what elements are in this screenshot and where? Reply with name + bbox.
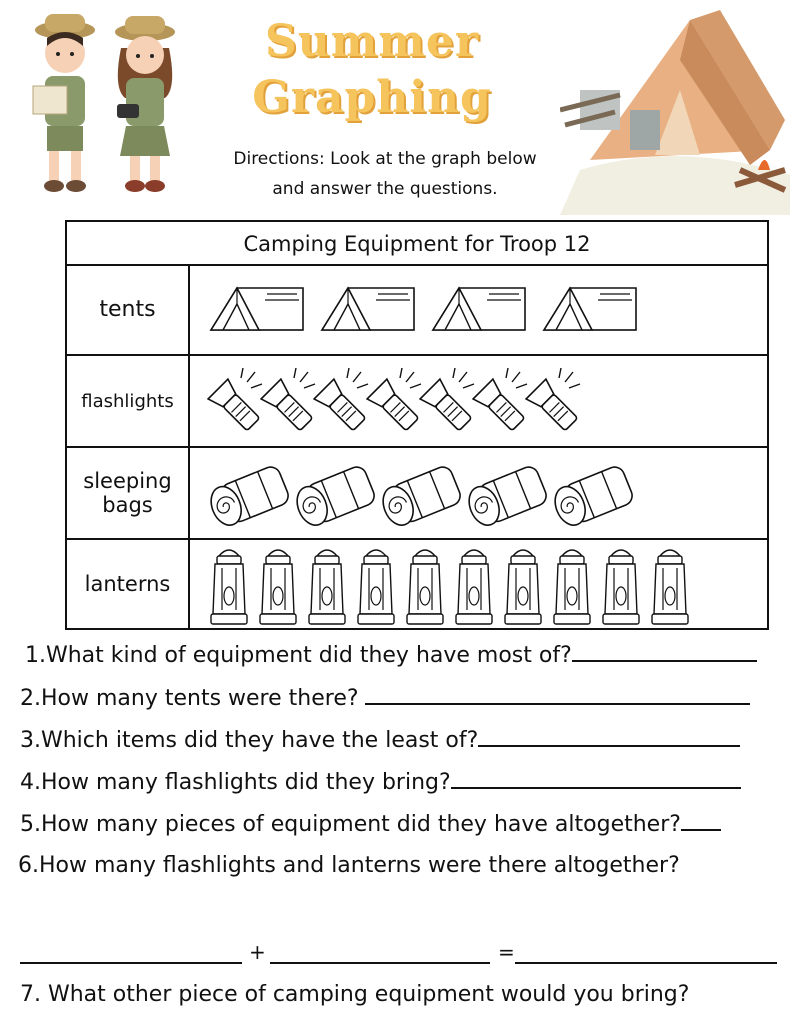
- campsite-tent-illustration: [560, 0, 794, 215]
- lantern-icon-mark: [305, 544, 349, 628]
- question-7: [20, 982, 689, 1007]
- equals-sign: =: [498, 940, 515, 964]
- question-4-text: 4.How many flashlights did they bring?: [20, 770, 451, 795]
- lantern-icon-mark: [550, 544, 594, 628]
- addend-1-blank[interactable]: [20, 962, 242, 964]
- lantern-icon-mark: [354, 544, 398, 628]
- question-1-text: 1.What kind of equipment did they have most of?: [25, 643, 572, 668]
- sleeping-bag-icon-mark: [207, 458, 295, 532]
- scout-kids-illustration: [25, 8, 190, 198]
- flashlight-icon-mark: [366, 368, 422, 438]
- lantern-icon-mark: [599, 544, 643, 628]
- tent-icon-mark: [540, 282, 640, 338]
- lantern-icon-mark: [403, 544, 447, 628]
- tent-icon-mark: [429, 282, 529, 338]
- sleeping-label-line-1: sleeping: [83, 469, 172, 493]
- question-7-text: 7. What other piece of camping equipment would you bring?: [20, 982, 690, 1007]
- question-1: [25, 642, 757, 668]
- question-3: [20, 727, 740, 753]
- question-3-text: 3.Which items did they have the least of?: [20, 728, 479, 753]
- lantern-icon-mark: [452, 544, 496, 628]
- lanterns-label: lanterns: [84, 572, 171, 596]
- row-label-flashlights: [67, 356, 190, 446]
- sum-blank[interactable]: [515, 962, 777, 964]
- sleeping-bag-icon-mark: [551, 458, 639, 532]
- chart-row-tents: [67, 264, 767, 356]
- tent-icon-mark: [207, 282, 307, 338]
- chart-row-sleeping-bags: [67, 448, 767, 540]
- question-6: [18, 853, 680, 878]
- chart-row-flashlights: [67, 356, 767, 448]
- flashlight-icon-mark: [419, 368, 475, 438]
- page-title-line-2: Graphing: [252, 72, 492, 123]
- flashlight-icon-mark: [260, 368, 316, 438]
- lantern-icon-mark: [256, 544, 300, 628]
- lantern-icon-mark: [648, 544, 692, 628]
- question-2-text: 2.How many tents were there?: [20, 686, 359, 711]
- answer-3-blank[interactable]: [478, 727, 740, 747]
- flashlights-label: flashlights: [81, 390, 174, 412]
- tents-label: tents: [99, 296, 156, 322]
- directions-line-1: Directions: Look at the graph below: [233, 149, 537, 169]
- addend-2-blank[interactable]: [270, 962, 490, 964]
- answer-4-blank[interactable]: [451, 769, 741, 789]
- flashlight-icon-mark: [207, 368, 263, 438]
- lantern-icon-mark: [207, 544, 251, 628]
- question-5: [20, 811, 721, 837]
- question-2: [20, 685, 750, 711]
- sleeping-bag-icon-mark: [465, 458, 553, 532]
- boy-scout-illustration: [33, 14, 95, 192]
- sleeping-bag-icon-mark: [293, 458, 381, 532]
- directions-text: [195, 144, 575, 204]
- sleeping-bag-icon-mark: [379, 458, 467, 532]
- row-label-lanterns: [67, 540, 190, 628]
- page-title-line-1: Summer: [264, 16, 480, 67]
- question-4: [20, 769, 741, 795]
- answer-5-blank[interactable]: [681, 811, 721, 831]
- pictograph-chart: [65, 220, 769, 630]
- plus-sign: +: [249, 940, 266, 964]
- flashlight-icon-mark: [525, 368, 581, 438]
- sleeping-label-line-2: bags: [102, 493, 153, 517]
- chart-title: Camping Equipment for Troop 12: [67, 222, 767, 266]
- lantern-icon-mark: [501, 544, 545, 628]
- question-6-text: 6.How many flashlights and lanterns were there altogether?: [18, 853, 680, 878]
- row-label-tents: [67, 264, 190, 354]
- answer-2-blank[interactable]: [365, 685, 750, 705]
- girl-scout-illustration: [115, 16, 175, 192]
- row-label-sleeping-bags: [67, 448, 190, 538]
- tent-icon-mark: [318, 282, 418, 338]
- flashlight-icon-mark: [313, 368, 369, 438]
- chart-row-lanterns: [67, 540, 767, 628]
- directions-line-2: and answer the questions.: [272, 179, 498, 199]
- question-5-text: 5.How many pieces of equipment did they have altogether?: [20, 812, 681, 837]
- flashlight-icon-mark: [472, 368, 528, 438]
- answer-1-blank[interactable]: [572, 642, 757, 662]
